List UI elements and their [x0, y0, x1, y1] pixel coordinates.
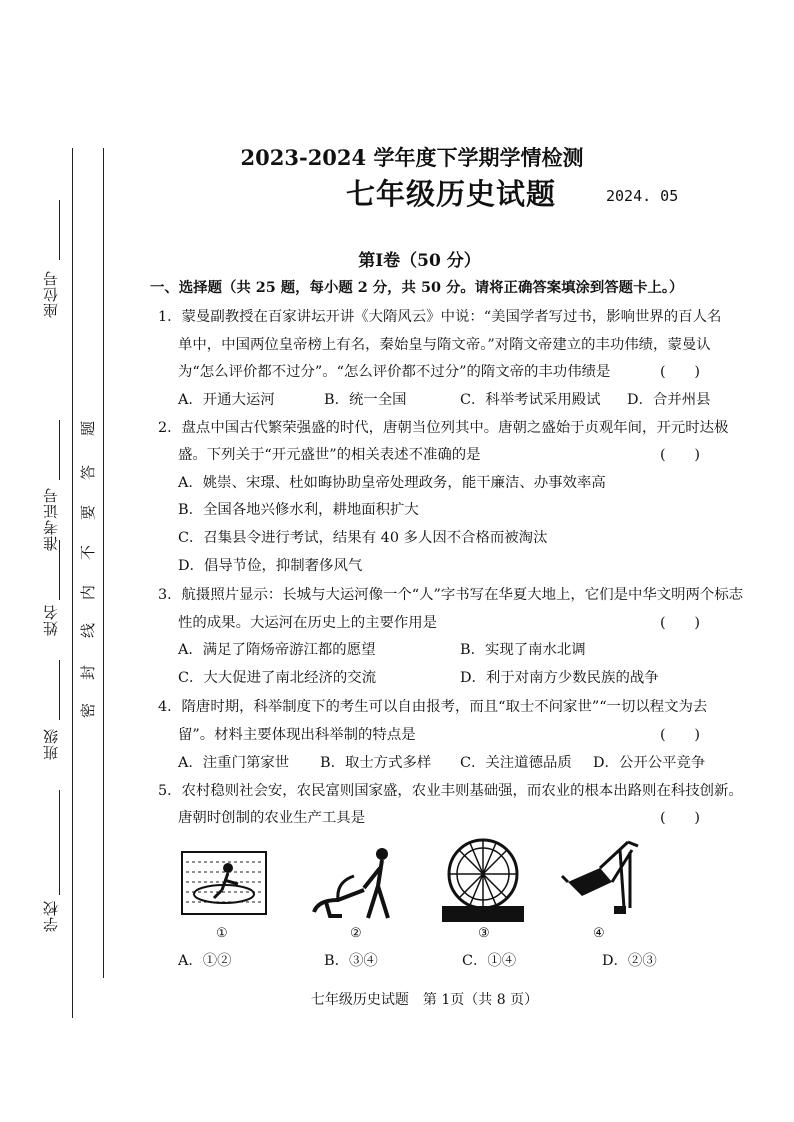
seal-char: 题 [79, 420, 98, 437]
class-label: 班级 [42, 728, 60, 760]
option-b: B．统一全国 [324, 392, 407, 408]
option-a: A．满足了隋炀帝游江都的愿望 [178, 642, 376, 658]
name-blank[interactable] [59, 540, 60, 600]
answer-paren: ( ) [660, 447, 701, 463]
binding-line-outer [72, 148, 73, 1018]
option-b: B．实现了南水北调 [460, 642, 586, 658]
school-blank[interactable] [59, 790, 60, 895]
class-blank[interactable] [59, 660, 60, 720]
question-3-line: 3．航摄照片显示：长城与大运河像一个“人”字书写在华夏大地上，它们是中华文明两个标志 [158, 587, 744, 603]
option-c: C．召集县令进行考试，结果有 40 多人因不合格而被淘汰 [178, 530, 548, 546]
question-5-line: 5．农村稳则社会安，农民富则国家盛，农业丰则基础强，而农业的根本出路则在科技创新。 [158, 783, 743, 799]
option-b: B．③④ [324, 953, 378, 969]
seal-char: 内 [79, 584, 98, 601]
answer-paren: ( ) [660, 727, 701, 743]
picture-label: ④ [593, 926, 605, 941]
picture-label: ② [350, 926, 362, 941]
option-b: B．取士方式多样 [320, 755, 432, 771]
exam-date: 2024. 05 [606, 187, 679, 205]
seat-number-label: 座位号 [42, 270, 60, 318]
school-label: 学校 [42, 900, 60, 932]
option-a: A．①② [178, 953, 232, 969]
seal-char: 要 [79, 504, 98, 521]
question-3-line: 性的成果。大运河在历史上的主要作用是 [178, 615, 438, 631]
option-c: C．关注道德品质 [460, 755, 572, 771]
question-4-line: 留”。材料主要体现出科举制的特点是 [178, 727, 416, 743]
exam-title: 2023-2024 学年度下学期学情检测 [240, 145, 584, 170]
option-a: A．注重门第家世 [178, 755, 290, 771]
tube-plow-image [560, 838, 640, 918]
question-1-line: 1．蒙曼副教授在百家讲坛开讲《大隋风云》中说：“美国学者写过书，影响世界的百人名 [158, 309, 722, 325]
option-c: C．科举考试采用殿试 [460, 392, 601, 408]
exam-id-label: 准考证号 [42, 487, 60, 551]
option-a: A．开通大运河 [178, 392, 275, 408]
seal-char: 密 [79, 702, 98, 719]
option-d: D．倡导节俭，抑制奢侈风气 [178, 558, 363, 574]
option-d: D．合并州县 [627, 392, 711, 408]
picture-label: ③ [478, 926, 490, 941]
answer-paren: ( ) [660, 364, 701, 380]
exam-id-blank[interactable] [59, 420, 60, 480]
question-2-line: 盛。下列关于“开元盛世”的相关表述不准确的是 [178, 447, 481, 463]
question-2-line: 2．盘点中国古代繁荣强盛的时代，唐朝当位列其中。唐朝之盛始于贞观年间，开元时达极 [158, 420, 729, 436]
water-wheel-image [440, 832, 526, 924]
exam-subtitle: 七年级历史试题 [346, 177, 557, 211]
answer-paren: ( ) [660, 615, 701, 631]
option-d: D．②③ [602, 953, 657, 969]
option-a: A．姚崇、宋璟、杜如晦协助皇帝处理政务，能干廉洁、办事效率高 [178, 475, 606, 491]
option-d: D．利于对南方少数民族的战争 [460, 670, 659, 686]
question-5-line: 唐朝时创制的农业生产工具是 [178, 810, 366, 826]
harrow-woodcut-image [180, 842, 268, 920]
question-4-line: 4．隋唐时期，科举制度下的考生可以自由报考，而且“取士不问家世”“一切以程文为去 [158, 699, 708, 715]
option-c: C．①④ [462, 953, 517, 969]
seal-char: 封 [79, 664, 98, 681]
question-1-line: 单中，中国两位皇帝榜上有名，秦始皇与隋文帝。”对隋文帝建立的丰功伟绩，蒙曼认 [178, 337, 711, 353]
curved-plow-image [308, 842, 404, 924]
binding-line-inner [103, 148, 104, 978]
answer-paren: ( ) [660, 810, 701, 826]
option-c: C．大大促进了南北经济的交流 [178, 670, 377, 686]
question-1-line: 为“怎么评价都不过分”。“怎么评价都不过分”的隋文帝的丰功伟绩是 [178, 364, 611, 380]
seal-char: 不 [79, 544, 98, 561]
page-footer: 七年级历史试题 第 1页（共 8 页） [310, 992, 539, 1008]
section-heading: 一、选择题（共 25 题，每小题 2 分，共 50 分。请将正确答案填涂到答题卡上。） [150, 279, 684, 296]
volume-heading: 第Ⅰ卷（50 分） [358, 251, 481, 271]
option-d: D．公开公平竞争 [593, 755, 706, 771]
seal-char: 答 [79, 464, 98, 481]
option-b: B．全国各地兴修水利，耕地面积扩大 [178, 502, 419, 518]
seal-char: 线 [79, 622, 98, 639]
name-label: 姓名 [42, 604, 60, 636]
picture-label: ① [216, 926, 228, 941]
